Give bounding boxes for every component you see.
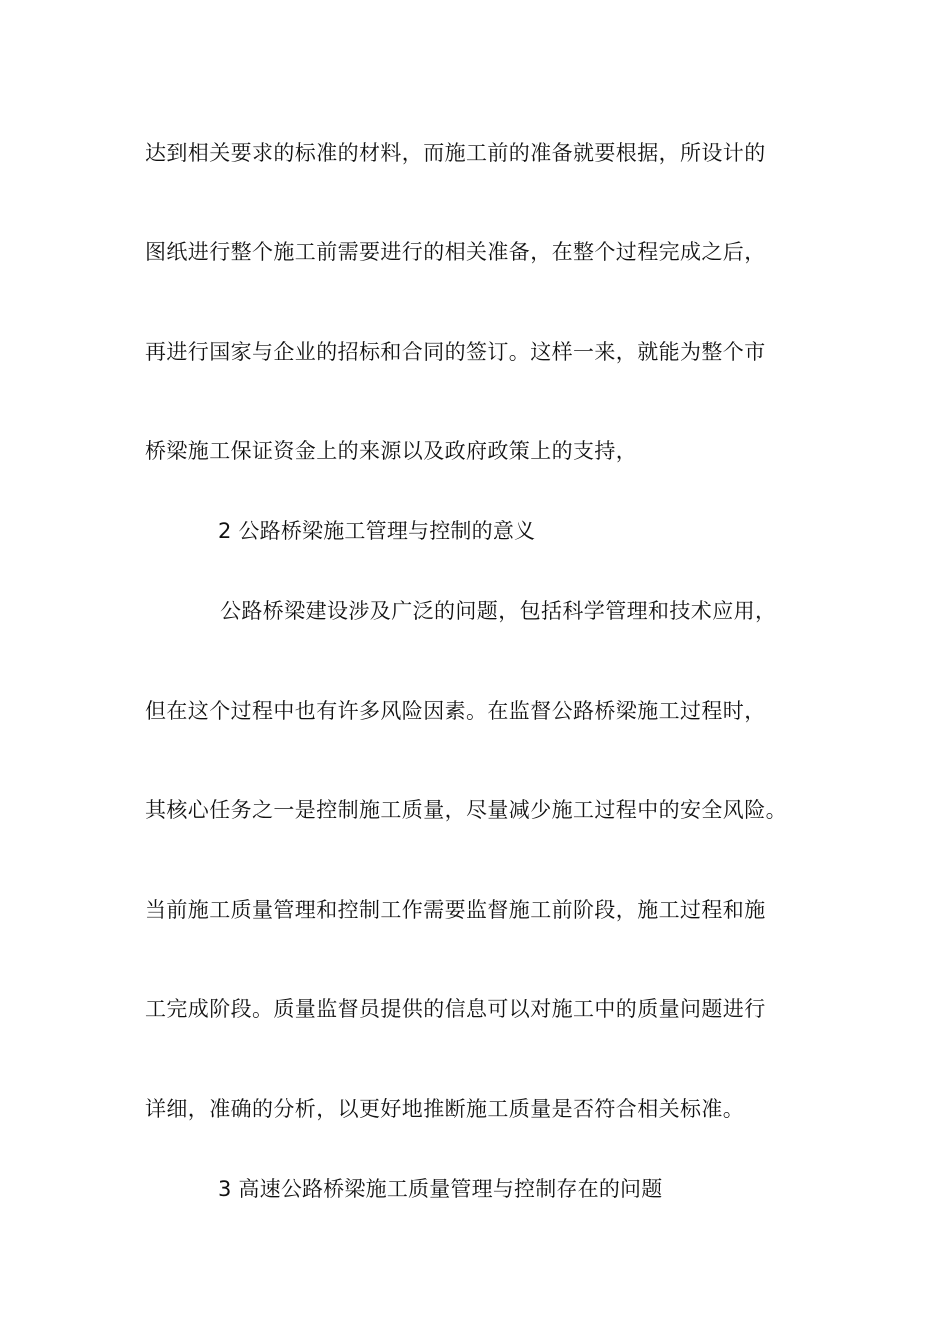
paragraph-line: 桥梁施工保证资金上的来源以及政府政策上的支持， xyxy=(145,439,638,463)
section-heading: 3 高速公路桥梁施工质量管理与控制存在的问题 xyxy=(218,1177,663,1201)
paragraph-line: 其核心任务之一是控制施工质量，尽量减少施工过程中的安全风险。 xyxy=(145,798,787,822)
section-heading: 2 公路桥梁施工管理与控制的意义 xyxy=(218,519,536,543)
paragraph-line: 工完成阶段。质量监督员提供的信息可以对施工中的质量问题进行 xyxy=(145,997,766,1021)
paragraph-line: 图纸进行整个施工前需要进行的相关准备，在整个过程完成之后， xyxy=(145,240,766,264)
paragraph-line: 达到相关要求的标准的材料，而施工前的准备就要根据，所设计的 xyxy=(145,141,766,165)
paragraph-line: 详细，准确的分析，以更好地推断施工质量是否符合相关标准。 xyxy=(145,1097,745,1121)
paragraph-line: 当前施工质量管理和控制工作需要监督施工前阶段，施工过程和施 xyxy=(145,898,766,922)
paragraph-line: 再进行国家与企业的招标和合同的签订。这样一来，就能为整个市 xyxy=(145,340,766,364)
paragraph-line: 公路桥梁建设涉及广泛的问题，包括科学管理和技术应用， xyxy=(220,599,777,623)
paragraph-line: 但在这个过程中也有许多风险因素。在监督公路桥梁施工过程时， xyxy=(145,699,766,723)
